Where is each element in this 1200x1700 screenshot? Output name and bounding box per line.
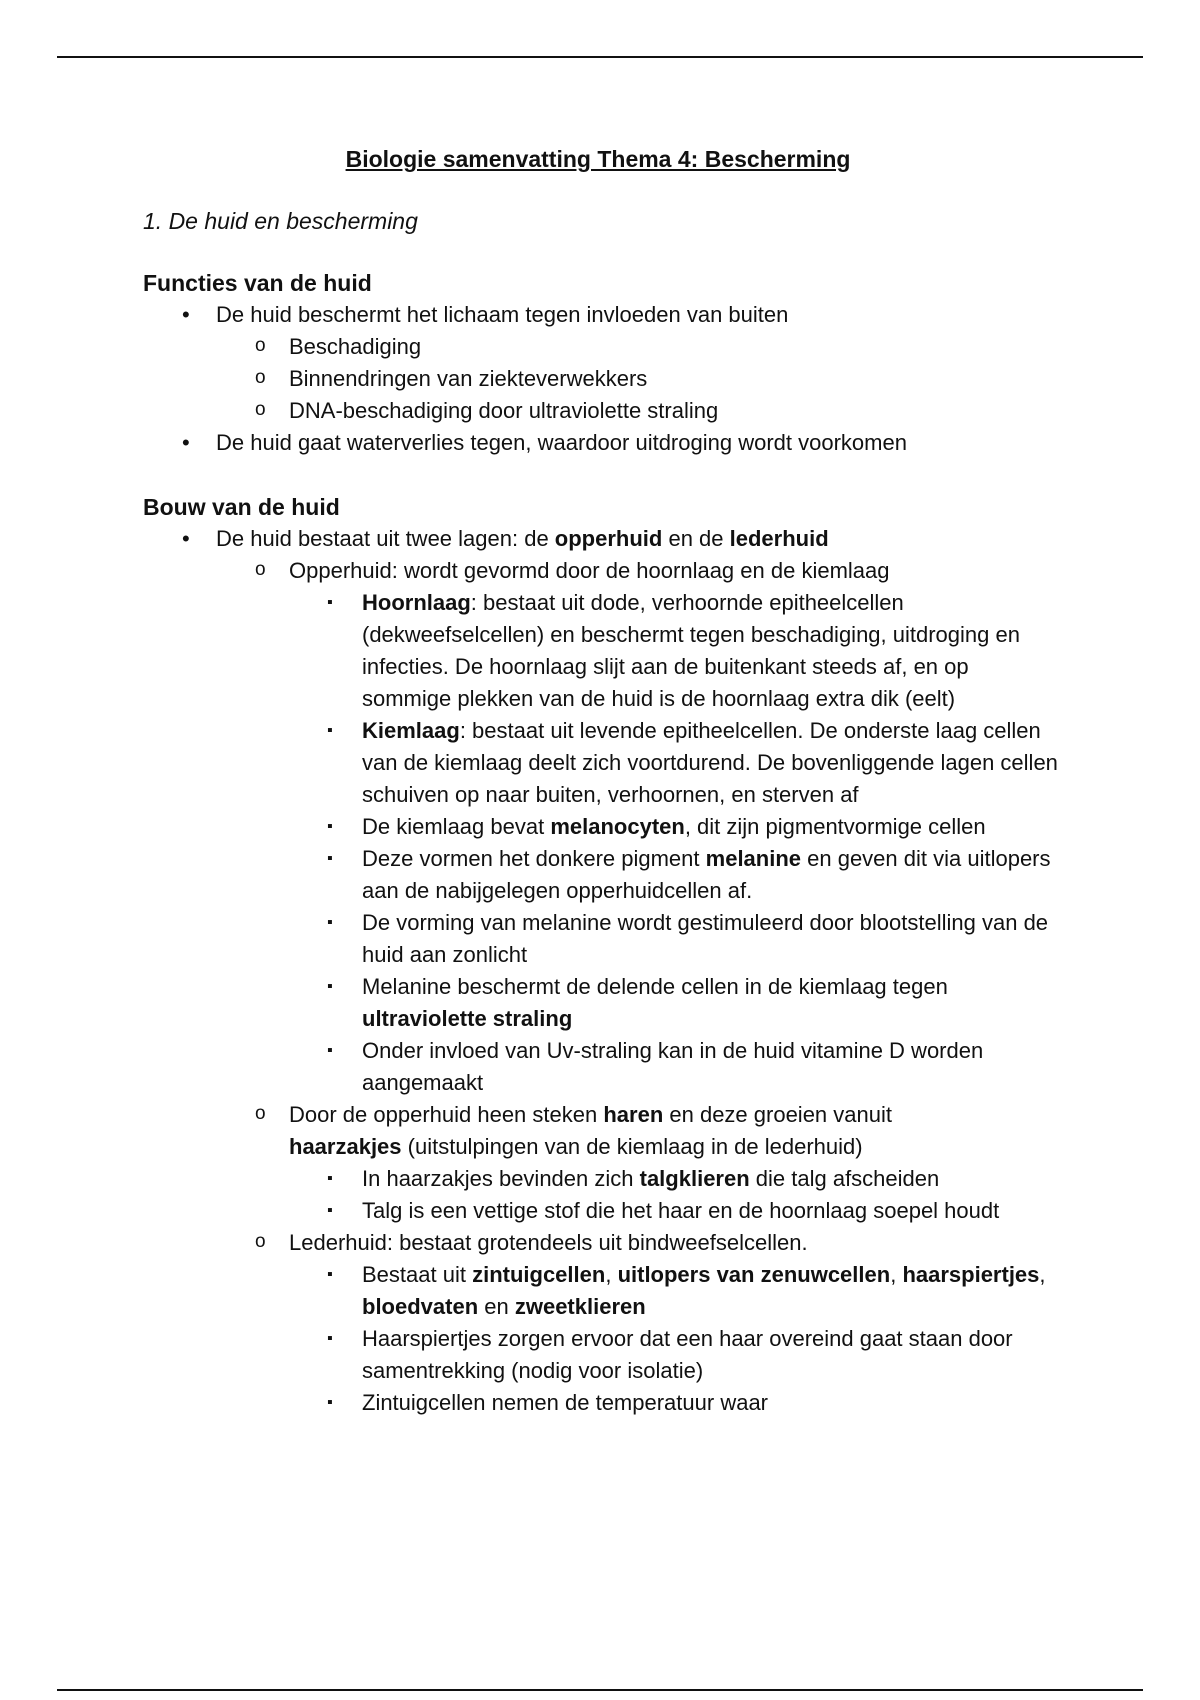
list-item: o Binnendringen van ziekteverwekkers — [216, 363, 1063, 395]
list-item: ▪ Deze vormen het donkere pigment melanine en geven dit via uitlopers aan de nabijgelegen opperhuidcellen af. — [289, 843, 1063, 907]
section-heading: 1. De huid en bescherming — [143, 208, 418, 234]
bottom-rule — [57, 1689, 1143, 1691]
list-item: ▪ Talg is een vettige stof die het haar en de hoornlaag soepel houdt — [289, 1195, 1063, 1227]
document-title: Biologie samenvatting Thema 4: Bescherming — [345, 146, 851, 172]
list-item: ▪ De kiemlaag bevat melanocyten, dit zijn pigmentvormige cellen — [289, 811, 1063, 843]
list-item: • De huid gaat waterverlies tegen, waardoor uitdroging wordt voorkomen — [143, 427, 1063, 459]
bouw-list — [143, 523, 1063, 1419]
heading-bouw: Bouw van de huid — [143, 494, 340, 520]
functies-sublist — [216, 331, 1063, 427]
list-item: ▪ Onder invloed van Uv-straling kan in de huid vitamine D worden aangemaakt — [289, 1035, 1063, 1099]
functies-list — [143, 299, 1063, 459]
lederhuid-list — [289, 1259, 1063, 1419]
top-rule — [57, 56, 1143, 58]
list-item: • De huid bestaat uit twee lagen: de opperhuid en de lederhuid o Opperhuid: wordt gevormd door de hoornlaag en de kiemlaag ▪ Hoornlaag: bestaat uit dode, verhoornde epitheelcellen (dekweefselcellen) en beschermt tegen beschadiging, uitdroging en infecties. De hoornlaag slijt aan de buitenkant steeds af, en op sommige plekken van de huid is de hoornlaag extra dik (eelt) ▪ Kiemlaag: bestaat uit levende epitheelcellen. De onderste laag cellen van de kiemlaag deelt zich voortdurend. De bovenliggende lagen cellen schuiven op naar buiten, verhoornen, en sterven af ▪ De kiemlaag bevat melanocyten, dit zijn pigmentvormige cellen ▪ Deze vormen het donkere pigment melanine en geven dit via uitlopers aan de nabijgelegen opperhuidcellen af. ▪ De vorming van melanine wordt gestimuleerd door blootstelling van de huid aan zonlicht ▪ Melanine beschermt de delende cellen in de kiemlaag tegen ultraviolette straling ▪ Onder invloed van Uv-straling kan in de huid vitamine D worden aangemaakt o Door de opperhuid heen steken haren en deze groeien vanuit haarzakjes (uitstulpingen van de kiemlaag in de lederhuid) ▪ In haarzakjes bevinden zich talgklieren die talg afscheiden ▪ Talg is een vettige stof die het haar en de hoornlaag soepel houdt o Lederhuid: bestaat grotendeels uit bindweefselcellen. ▪ Bestaat uit zintuigcellen, uitlopers van zenuwcellen, haarspiertjes, bloedvaten en zweetklieren ▪ Haarspiertjes zorgen ervoor dat een haar overeind gaat staan door samentrekking (nodig voor isolatie) ▪ Zintuigcellen nemen de temperatuur waar — [143, 523, 1063, 1419]
list-item: o Beschadiging — [216, 331, 1063, 363]
list-item: • De huid beschermt het lichaam tegen invloeden van buiten o Beschadiging o Binnendringen van ziekteverwekkers o DNA-beschadiging door ultraviolette straling — [143, 299, 1063, 427]
list-item: o DNA-beschadiging door ultraviolette straling — [216, 395, 1063, 427]
list-item: ▪ Haarspiertjes zorgen ervoor dat een haar overeind gaat staan door samentrekking (nodig voor isolatie) — [289, 1323, 1063, 1387]
list-item-haren: o Door de opperhuid heen steken haren en deze groeien vanuit haarzakjes (uitstulpingen van de kiemlaag in de lederhuid) ▪ In haarzakjes bevinden zich talgklieren die talg afscheiden ▪ Talg is een vettige stof die het haar en de hoornlaag soepel houdt — [216, 1099, 1063, 1227]
list-item-opperhuid: o Opperhuid: wordt gevormd door de hoornlaag en de kiemlaag ▪ Hoornlaag: bestaat uit dode, verhoornde epitheelcellen (dekweefselcellen) en beschermt tegen beschadiging, uitdroging en infecties. De hoornlaag slijt aan de buitenkant steeds af, en op sommige plekken van de huid is de hoornlaag extra dik (eelt) ▪ Kiemlaag: bestaat uit levende epitheelcellen. De onderste laag cellen van de kiemlaag deelt zich voortdurend. De bovenliggende lagen cellen schuiven op naar buiten, verhoornen, en sterven af ▪ De kiemlaag bevat melanocyten, dit zijn pigmentvormige cellen ▪ Deze vormen het donkere pigment melanine en geven dit via uitlopers aan de nabijgelegen opperhuidcellen af. ▪ De vorming van melanine wordt gestimuleerd door blootstelling van de huid aan zonlicht ▪ Melanine beschermt de delende cellen in de kiemlaag tegen ultraviolette straling ▪ Onder invloed van Uv-straling kan in de huid vitamine D worden aangemaakt — [216, 555, 1063, 1099]
list-item: ▪ Bestaat uit zintuigcellen, uitlopers van zenuwcellen, haarspiertjes, bloedvaten en zweetklieren — [289, 1259, 1063, 1323]
bouw-sublist — [216, 555, 1063, 1419]
haren-list — [289, 1163, 1063, 1227]
heading-functies: Functies van de huid — [143, 270, 372, 296]
list-item: ▪ De vorming van melanine wordt gestimuleerd door blootstelling van de huid aan zonlicht — [289, 907, 1063, 971]
document-body — [143, 143, 1063, 1419]
list-item: ▪ In haarzakjes bevinden zich talgklieren die talg afscheiden — [289, 1163, 1063, 1195]
list-item-lederhuid: o Lederhuid: bestaat grotendeels uit bindweefselcellen. ▪ Bestaat uit zintuigcellen, uitlopers van zenuwcellen, haarspiertjes, bloedvaten en zweetklieren ▪ Haarspiertjes zorgen ervoor dat een haar overeind gaat staan door samentrekking (nodig voor isolatie) ▪ Zintuigcellen nemen de temperatuur waar — [216, 1227, 1063, 1419]
opperhuid-list — [289, 587, 1063, 1099]
list-item: ▪ Hoornlaag: bestaat uit dode, verhoornde epitheelcellen (dekweefselcellen) en beschermt tegen beschadiging, uitdroging en infecties. De hoornlaag slijt aan de buitenkant steeds af, en op sommige plekken van de huid is de hoornlaag extra dik (eelt) — [289, 587, 1063, 715]
list-item: ▪ Kiemlaag: bestaat uit levende epitheelcellen. De onderste laag cellen van de kiemlaag deelt zich voortdurend. De bovenliggende lagen cellen schuiven op naar buiten, verhoornen, en sterven af — [289, 715, 1063, 811]
list-item: ▪ Melanine beschermt de delende cellen in de kiemlaag tegen ultraviolette straling — [289, 971, 1063, 1035]
list-item: ▪ Zintuigcellen nemen de temperatuur waar — [289, 1387, 1063, 1419]
